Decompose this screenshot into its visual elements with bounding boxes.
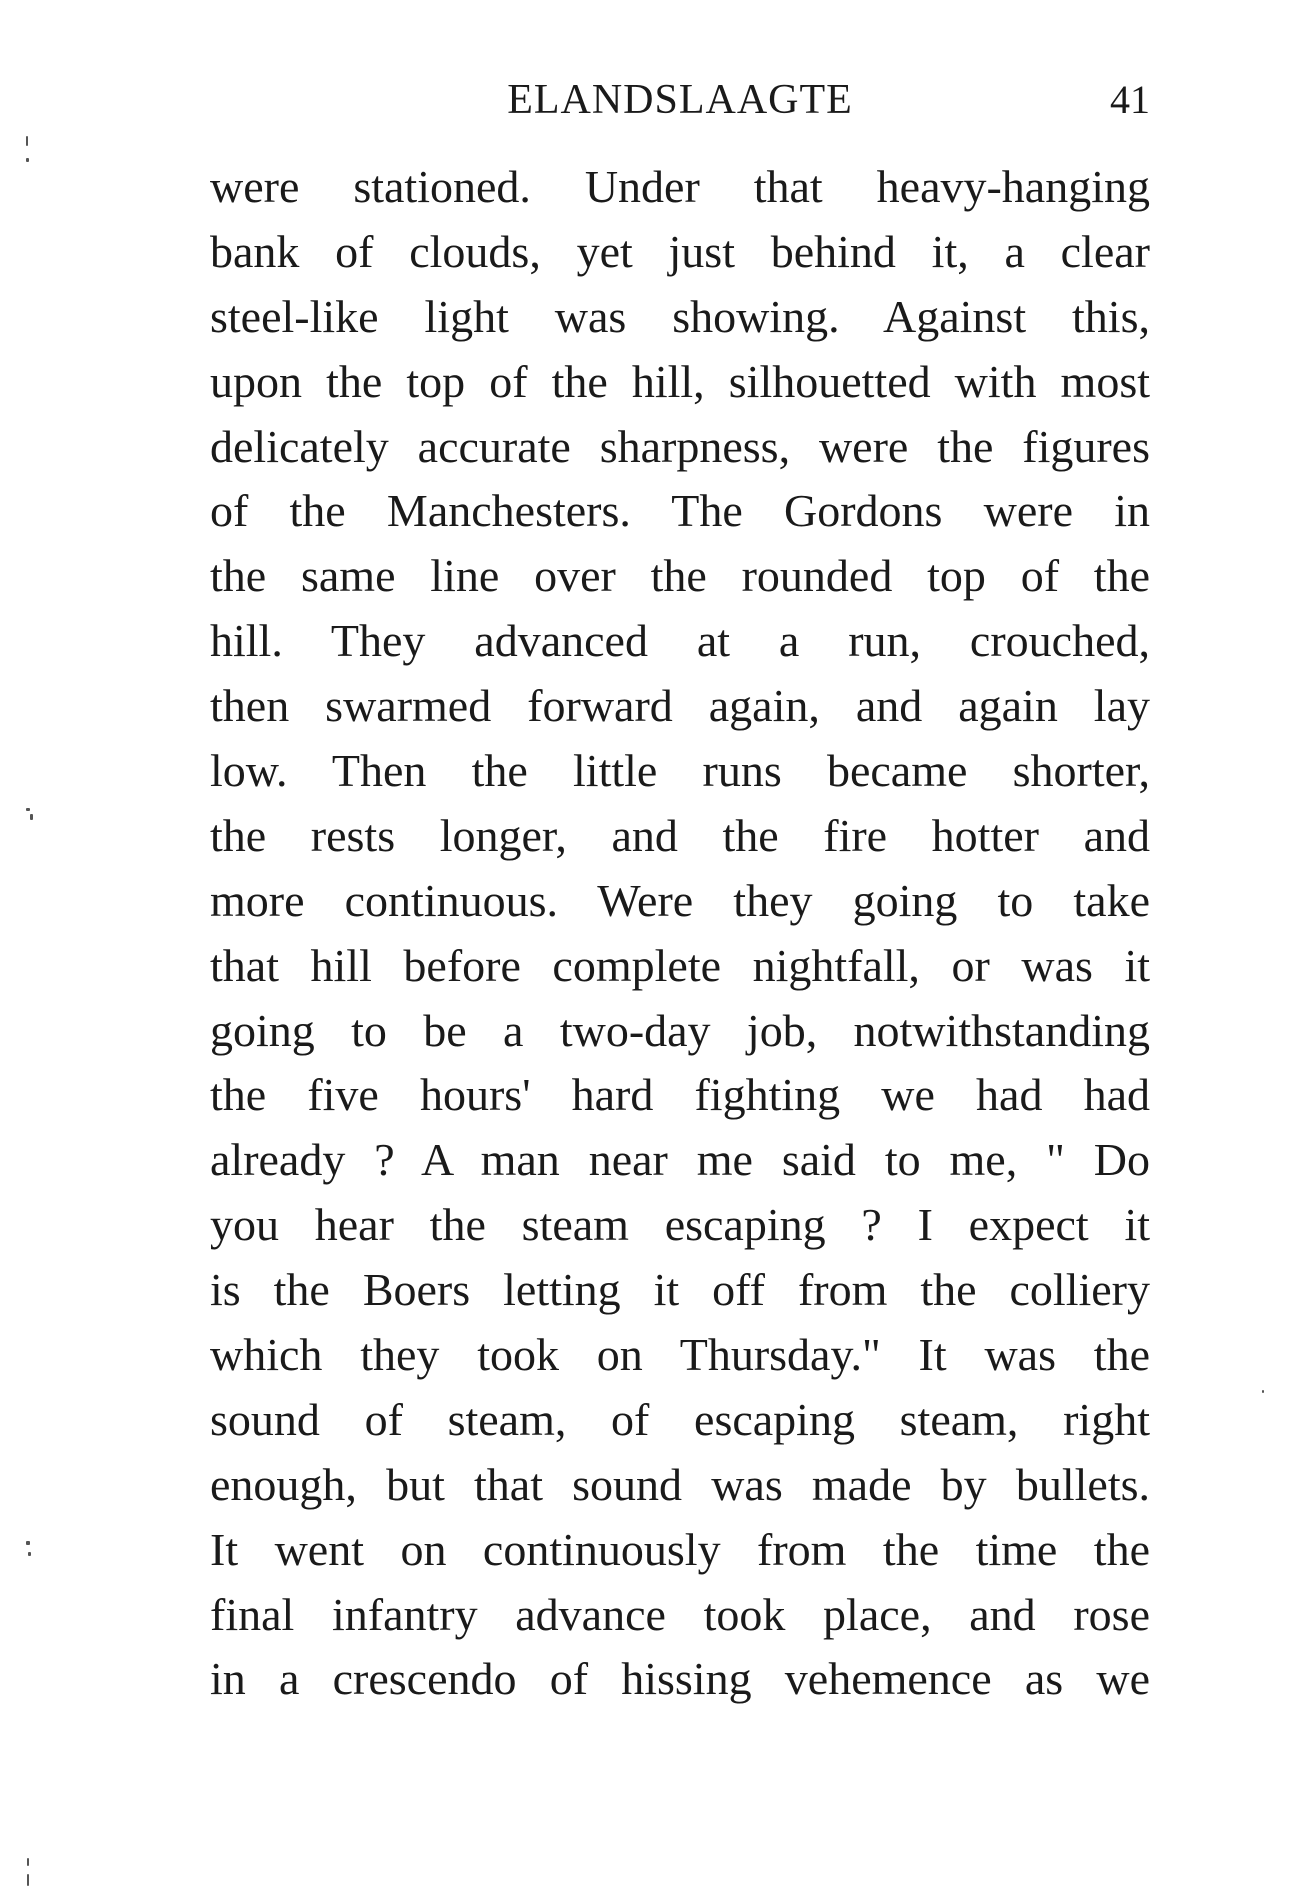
speck <box>26 136 28 146</box>
running-title: ELANDSLAAGTE <box>507 77 853 123</box>
text-line: final infantry advance took place, and rose <box>210 1588 1150 1640</box>
text-line: delicately accurate sharpness, were the figures <box>210 420 1150 472</box>
text-line: were stationed. Under that heavy-hanging <box>210 161 1150 212</box>
body-text <box>210 155 1150 1712</box>
speck <box>27 1874 29 1886</box>
text-line: the same line over the rounded top of the <box>210 550 1150 602</box>
speck <box>26 1541 30 1545</box>
text-line: you hear the steam escaping ? I expect it <box>210 1199 1150 1251</box>
text-line: enough, but that sound was made by bullets. <box>210 1458 1150 1510</box>
text-line: going to be a two-day job, notwithstanding <box>210 1004 1150 1056</box>
text-line: that hill before complete nightfall, or was it <box>210 939 1150 991</box>
text-line: then swarmed forward again, and again lay <box>210 680 1150 732</box>
text-line: bank of clouds, yet just behind it, a clear <box>210 225 1150 277</box>
speck <box>30 814 33 820</box>
text-line: of the Manchesters. The Gordons were in <box>210 485 1150 537</box>
text-line: more continuous. Were they going to take <box>210 874 1150 926</box>
text-line: upon the top of the hill, silhouetted with most <box>210 355 1150 407</box>
speck <box>28 1552 31 1556</box>
running-head <box>210 75 1150 125</box>
text-line: the rests longer, and the fire hotter and <box>210 809 1150 861</box>
text-line: sound of steam, of escaping steam, right <box>210 1393 1150 1445</box>
text-line: already ? A man near me said to me, " Do <box>210 1134 1150 1186</box>
speck <box>26 158 29 162</box>
text-line: steel-like light was showing. Against this, <box>210 290 1150 342</box>
speck <box>1262 1390 1264 1393</box>
speck <box>26 808 30 811</box>
text-line: It went on continuously from the time the <box>210 1523 1150 1575</box>
text-line: in a crescendo of hissing vehemence as we <box>210 1653 1150 1705</box>
text-line: hill. They advanced at a run, crouched, <box>210 615 1150 667</box>
text-line: the five hours' hard fighting we had had <box>210 1069 1150 1121</box>
speck <box>27 1858 29 1866</box>
page-number: 41 <box>1110 77 1150 122</box>
text-line: which they took on Thursday." It was the <box>210 1329 1150 1381</box>
text-line: is the Boers letting it off from the colliery <box>210 1264 1150 1316</box>
text-line: low. Then the little runs became shorter, <box>210 745 1150 797</box>
